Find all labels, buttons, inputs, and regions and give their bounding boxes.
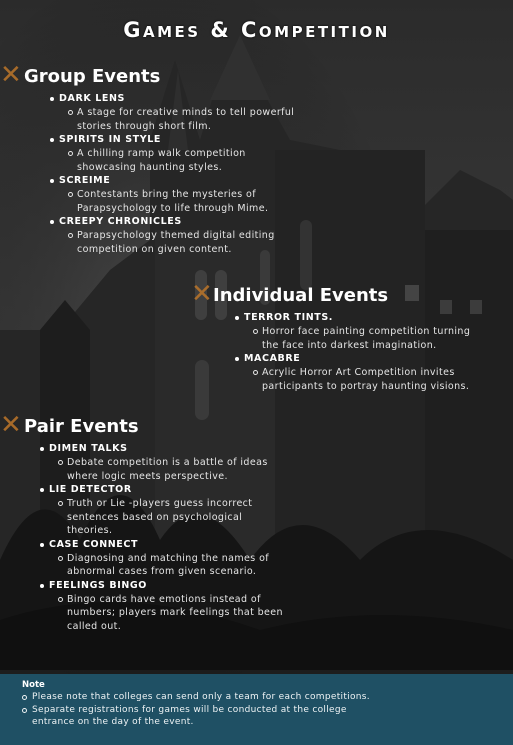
event-item: [50, 133, 314, 174]
event-item: [40, 579, 294, 634]
event-name: SCREIME: [50, 174, 314, 188]
section-heading-pair: Pair Events: [24, 416, 139, 437]
event-item: [50, 215, 314, 256]
event-name: DARK LENS: [50, 92, 314, 106]
event-item: [40, 538, 294, 579]
event-description: Horror face painting competition turning the face into darkest imagination.: [235, 325, 503, 352]
note-bar: [0, 674, 513, 745]
section-heading-group: Group Events: [24, 66, 161, 87]
group-events-section: [0, 60, 314, 256]
event-description: Truth or Lie -players guess incorrect sentences based on psychological theories.: [40, 497, 294, 538]
event-item: [235, 311, 503, 352]
x-mark-icon: ✕: [191, 279, 213, 309]
event-description: A chilling ramp walk competition showcasing haunting styles.: [50, 147, 314, 174]
pair-events-section: [0, 410, 294, 633]
event-description: Debate competition is a battle of ideas where logic meets perspective.: [40, 456, 294, 483]
event-name: CASE CONNECT: [40, 538, 294, 552]
event-description: Parapsychology themed digital editing competition on given content.: [50, 229, 314, 256]
page-title: Games & Competition: [123, 18, 390, 42]
event-name: LIE DETECTOR: [40, 483, 294, 497]
note-title: Note: [22, 680, 45, 690]
x-mark-icon: ✕: [0, 60, 22, 90]
event-name: TERROR TINTS.: [235, 311, 503, 325]
individual-events-section: [191, 279, 503, 393]
event-item: [50, 174, 314, 215]
event-description: A stage for creative minds to tell powerful stories through short film.: [50, 106, 314, 133]
event-name: DIMEN TALKS: [40, 442, 294, 456]
event-description: Bingo cards have emotions instead of numbers; players mark feelings that been called out.: [40, 593, 294, 634]
event-description: Acrylic Horror Art Competition invites participants to portray haunting visions.: [235, 366, 503, 393]
event-item: [40, 483, 294, 538]
event-item: [40, 442, 294, 483]
event-item: [235, 352, 503, 393]
event-name: CREEPY CHRONICLES: [50, 215, 314, 229]
event-description: Contestants bring the mysteries of Parapsychology to life through Mime.: [50, 188, 314, 215]
note-item: Please note that colleges can send only a team for each competitions.: [22, 691, 491, 704]
event-name: SPIRITS IN STYLE: [50, 133, 314, 147]
event-description: Diagnosing and matching the names of abnormal cases from given scenario.: [40, 552, 294, 579]
x-mark-icon: ✕: [0, 410, 22, 440]
section-heading-individual: Individual Events: [213, 285, 389, 306]
note-item: Separate registrations for games will be conducted at the college entrance on the day of the event.: [22, 704, 491, 729]
event-name: MACABRE: [235, 352, 503, 366]
event-item: [50, 92, 314, 133]
event-name: FEELINGS BINGO: [40, 579, 294, 593]
